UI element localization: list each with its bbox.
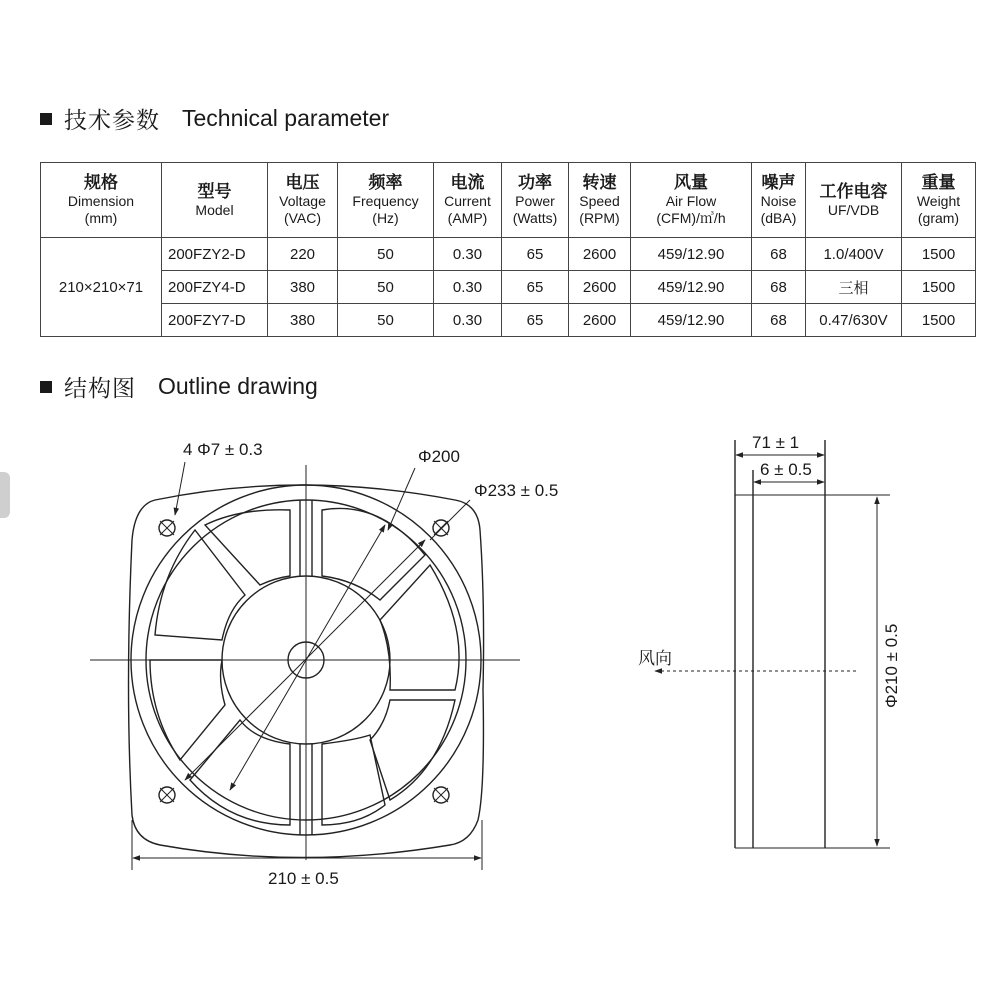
cell-airflow: 459/12.90 bbox=[631, 304, 752, 337]
cell-weight: 1500 bbox=[902, 304, 976, 337]
cell-power: 65 bbox=[502, 238, 569, 271]
cell-voltage: 380 bbox=[268, 304, 338, 337]
cell-capacitor: 三相 bbox=[806, 271, 902, 304]
front-view bbox=[90, 440, 558, 888]
cell-noise: 68 bbox=[752, 304, 806, 337]
fan-blade bbox=[150, 660, 225, 760]
header-frequency: 频率 Frequency (Hz) bbox=[338, 163, 434, 238]
fan-blade bbox=[322, 508, 425, 600]
cell-model: 200FZY2-D bbox=[162, 238, 268, 271]
header-speed: 转速 Speed (RPM) bbox=[569, 163, 631, 238]
side-diameter-label: Φ210 ± 0.5 bbox=[882, 623, 901, 708]
header-current: 电流 Current (AMP) bbox=[434, 163, 502, 238]
fan-blade bbox=[205, 510, 290, 585]
holes-label: 4 Φ7 ± 0.3 bbox=[183, 440, 263, 459]
header-noise: 噪声 Noise (dBA) bbox=[752, 163, 806, 238]
header-capacitor: 工作电容 UF/VDB bbox=[806, 163, 902, 238]
cell-capacitor: 0.47/630V bbox=[806, 304, 902, 337]
fan-blade bbox=[370, 700, 455, 800]
cell-weight: 1500 bbox=[902, 271, 976, 304]
cell-current: 0.30 bbox=[434, 238, 502, 271]
cell-model: 200FZY7-D bbox=[162, 304, 268, 337]
airflow-direction-label: 风向 bbox=[638, 649, 672, 668]
cell-speed: 2600 bbox=[569, 238, 631, 271]
cell-power: 65 bbox=[502, 271, 569, 304]
cell-speed: 2600 bbox=[569, 304, 631, 337]
header-airflow: 风量 Air Flow (CFM)/㎥/h bbox=[631, 163, 752, 238]
cell-frequency: 50 bbox=[338, 304, 434, 337]
flange-label: 6 ± 0.5 bbox=[760, 460, 812, 479]
cell-dimension: 210×210×71 bbox=[41, 238, 162, 337]
fan-blade bbox=[155, 530, 245, 640]
section-title-en: Technical parameter bbox=[182, 105, 390, 131]
fan-blade bbox=[322, 735, 385, 825]
cell-voltage: 380 bbox=[268, 271, 338, 304]
cell-airflow: 459/12.90 bbox=[631, 238, 752, 271]
header-voltage: 电压 Voltage (VAC) bbox=[268, 163, 338, 238]
cell-noise: 68 bbox=[752, 238, 806, 271]
mounting-hole-icon bbox=[433, 787, 449, 803]
width-label: 210 ± 0.5 bbox=[268, 869, 339, 888]
depth-label: 71 ± 1 bbox=[752, 433, 800, 452]
mounting-hole-icon bbox=[433, 520, 449, 536]
cell-current: 0.30 bbox=[434, 271, 502, 304]
header-power: 功率 Power (Watts) bbox=[502, 163, 569, 238]
header-dimension: 规格 Dimension (mm) bbox=[41, 163, 162, 238]
cell-capacitor: 1.0/400V bbox=[806, 238, 902, 271]
mounting-hole-icon bbox=[159, 520, 175, 536]
cell-voltage: 220 bbox=[268, 238, 338, 271]
holes-leader bbox=[175, 462, 185, 515]
header-model: 型号 Model bbox=[162, 163, 268, 238]
cell-current: 0.30 bbox=[434, 304, 502, 337]
cell-frequency: 50 bbox=[338, 238, 434, 271]
section-title-cn: 结构图 bbox=[64, 375, 136, 401]
cell-speed: 2600 bbox=[569, 271, 631, 304]
cell-model: 200FZY4-D bbox=[162, 271, 268, 304]
diameter-233-label: Φ233 ± 0.5 bbox=[474, 481, 559, 500]
diameter-233-leader bbox=[430, 500, 470, 540]
cell-weight: 1500 bbox=[902, 238, 976, 271]
cell-power: 65 bbox=[502, 304, 569, 337]
cell-airflow: 459/12.90 bbox=[631, 271, 752, 304]
side-view bbox=[638, 433, 901, 848]
section-title-cn: 技术参数 bbox=[64, 107, 160, 133]
header-weight: 重量 Weight (gram) bbox=[902, 163, 976, 238]
section-title-en: Outline drawing bbox=[158, 373, 318, 399]
cell-noise: 68 bbox=[752, 271, 806, 304]
diameter-200-label: Φ200 bbox=[418, 447, 460, 466]
mounting-hole-icon bbox=[159, 787, 175, 803]
cell-frequency: 50 bbox=[338, 271, 434, 304]
